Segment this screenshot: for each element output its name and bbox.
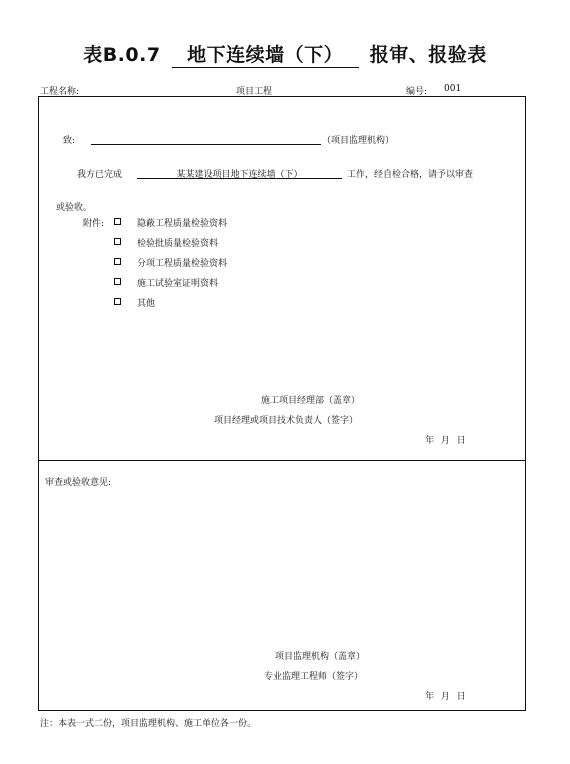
project-manager-sign-label: 项目经理或项目技术负责人（签字） xyxy=(214,416,359,426)
attachment-label: 检验批质量检验资料 xyxy=(137,239,219,249)
attachment-label: 隐蔽工程质量检验资料 xyxy=(137,219,228,229)
completed-fill-line xyxy=(137,178,342,179)
date-label: 年 月 日 xyxy=(425,692,466,702)
date-label: 年 月 日 xyxy=(425,436,466,446)
project-label: 工程名称: xyxy=(40,87,80,97)
completed-prefix: 我方已完成 xyxy=(77,170,123,180)
submission-section xyxy=(38,96,526,461)
completed-fill: 某某建设项目地下连续墙（下） xyxy=(176,170,303,180)
number-value: 001 xyxy=(444,84,462,94)
attachment-checkbox[interactable] xyxy=(114,298,121,305)
opinion-label: 审查或验收意见: xyxy=(45,478,112,488)
attachment-checkbox[interactable] xyxy=(114,218,121,225)
form-code: 表B.0.7 xyxy=(83,44,161,66)
attachment-checkbox[interactable] xyxy=(114,238,121,245)
contractor-seal-label: 施工项目经理部（盖章） xyxy=(261,396,361,406)
attachment-label: 分项工程质量检验资料 xyxy=(137,259,228,269)
form-title-fill: 地下连续墙（下） xyxy=(172,40,359,68)
supervisor-seal-label: 项目监理机构（盖章） xyxy=(275,652,366,662)
attachments-label: 附件: xyxy=(83,219,105,229)
attachment-label: 其他 xyxy=(137,299,156,309)
review-section xyxy=(38,460,526,711)
to-suffix: （项目监理机构） xyxy=(322,136,395,146)
to-fill-line[interactable] xyxy=(91,144,321,145)
engineer-sign-label: 专业监理工程师（签字） xyxy=(264,672,364,682)
project-value: 项目工程 xyxy=(236,87,273,97)
to-label: 致: xyxy=(63,136,76,146)
attachment-checkbox[interactable] xyxy=(114,278,121,285)
continued-text: 或验收。 xyxy=(56,203,93,213)
attachment-checkbox[interactable] xyxy=(114,258,121,265)
footer-note: 注：本表一式二份，项目监理机构、施工单位各一份。 xyxy=(40,719,257,729)
form-title xyxy=(0,40,570,68)
completed-suffix: 工作，经自检合格，请予以审查 xyxy=(347,170,474,180)
form-title-suffix: 报审、报验表 xyxy=(369,44,487,66)
attachment-label: 施工试验室证明资料 xyxy=(137,279,219,289)
number-label: 编号: xyxy=(406,87,428,97)
